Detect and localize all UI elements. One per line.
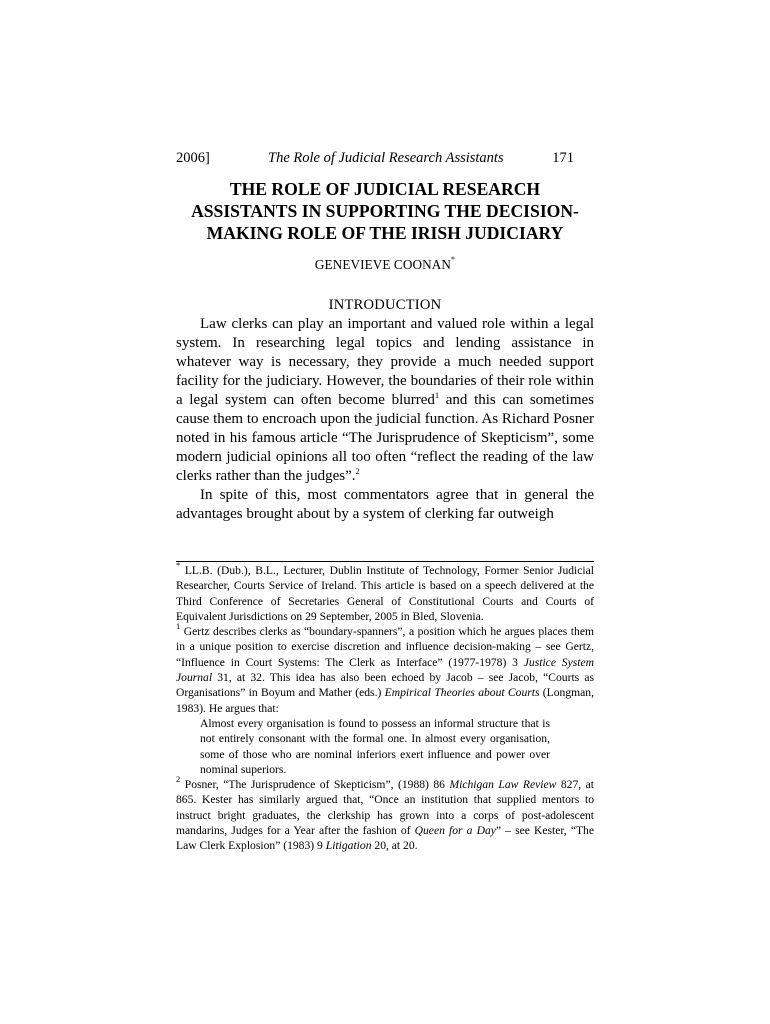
footnote-reference: 1 xyxy=(434,390,440,400)
body-paragraph: In spite of this, most commentators agree that in general the advantages brought about by a system of clerking far outweigh xyxy=(176,487,594,522)
footnote-text: 827, at 865. Kester has similarly argued that, “Once an institution that supplied mentors to instruct bright graduates, the clerkship has grown into a corps of post-adolescent mandarins, Judges for a Year after the fashion of xyxy=(176,778,594,838)
citation-title: Justice System Journal xyxy=(176,655,594,685)
footnote-reference: 2 xyxy=(355,466,360,476)
running-head xyxy=(176,150,594,170)
footnotes xyxy=(176,560,595,854)
footnote-text: LL.B. (Dub.), B.L., Lecturer, Dublin Institute of Technology, Former Senior Judicial Researcher, Courts Service of Ireland. This article is based on a speech delivered at the Third Conference of Secretaries General of Constitutional Courts and Courts of Equivalent Jurisdictions on 29 September, 2005 in Bled, Slovenia. xyxy=(176,564,594,623)
running-head-title: The Role of Judicial Research Assistants xyxy=(268,150,504,166)
citation-title: Michigan Law Review xyxy=(449,778,557,792)
footnote-star xyxy=(176,560,594,624)
citation-title: Litigation xyxy=(325,839,372,853)
author-line xyxy=(176,255,594,273)
footnote-2 xyxy=(176,774,594,853)
footnote-text: 20, at 20. xyxy=(371,839,418,853)
body-text xyxy=(176,315,594,524)
footnote-marker: 1 xyxy=(176,621,181,632)
body-text-run: Law clerks can play an important and valued role within a legal system. In researching legal topics and lending assistance in whatever way is necessary, they provide a much needed support facility for the judiciary. However, the boundaries of their role within a legal system can often become blurred xyxy=(176,316,594,408)
article-title-line: THE ROLE OF JUDICIAL RESEARCH xyxy=(229,179,541,199)
citation-title: Empirical Theories about Courts xyxy=(384,686,540,700)
footnote-text: (Longman, 1983). He argues that: xyxy=(176,686,595,715)
citation-title: Queen for a Day xyxy=(414,824,496,838)
article-title xyxy=(170,178,600,244)
article-title-line: MAKING ROLE OF THE IRISH JUDICIARY xyxy=(206,223,564,243)
footnote-separator xyxy=(176,561,594,562)
body-paragraph xyxy=(176,315,594,486)
footnote-text: 31, at 32. This idea has also been echoed by Jacob – see Jacob, “Courts as Organisations” in Boyum and Mather (eds.) xyxy=(176,671,594,700)
running-head-year: 2006] xyxy=(176,150,210,166)
body-text-run: and this can sometimes cause them to encroach upon the judicial function. As Richard Posner noted in his famous article “The Jurisprudence of Skepticism”, some modern judicial opinions all too often “reflect the reading of the law clerks rather than the judges”. xyxy=(176,392,594,484)
footnote-text: Posner, “The Jurisprudence of Skepticism”, (1988) 86 xyxy=(180,778,450,792)
article-title-line: ASSISTANTS IN SUPPORTING THE DECISION- xyxy=(191,201,579,221)
footnote-1 xyxy=(176,621,595,716)
footnote-text: ” – see Kester, “The Law Clerk Explosion xyxy=(176,824,594,853)
footnote-block-quote: Almost every organisation is found to possess an informal structure that is not entirely consonant with the formal one. In almost every organisation, some of those who are nominal inferiors exert influence and power over nominal superiors. xyxy=(200,716,550,776)
footnote-marker: 2 xyxy=(176,774,181,785)
author-footnote-marker: * xyxy=(450,255,456,264)
footnote-text: ” (1983) 9 xyxy=(275,839,326,853)
footnote-marker: * xyxy=(176,560,181,570)
author-name: GENEVIEVE COONAN xyxy=(314,257,451,272)
section-heading: INTRODUCTION xyxy=(328,297,442,313)
page-number: 171 xyxy=(552,150,574,166)
footnote-text: Gertz describes clerks as “boundary-spanners”, a position which he argues places them in a unique position to exercise discretion and influence decision-making – see Gertz, “Influence in Court Systems: The Clerk as Interface” (1977-1978) 3 xyxy=(176,625,594,669)
